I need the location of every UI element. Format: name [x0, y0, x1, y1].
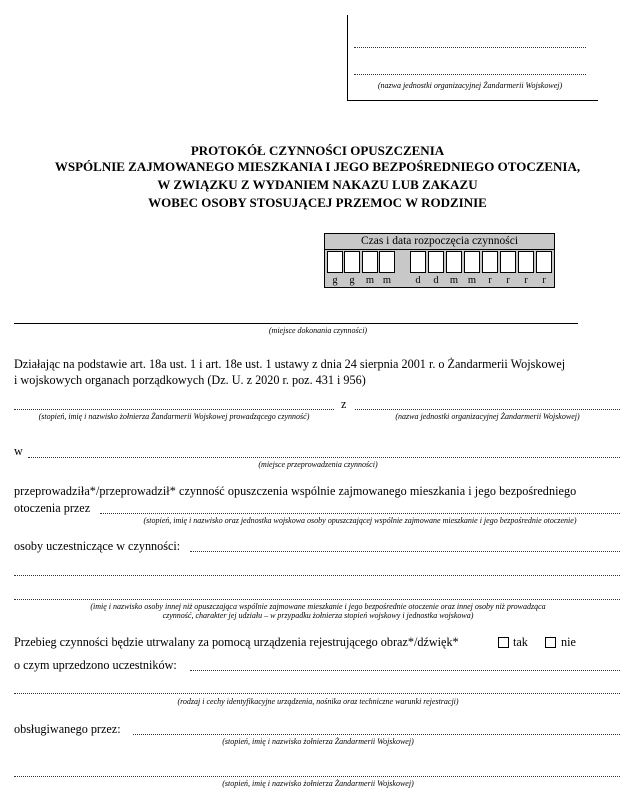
z-label: z	[341, 397, 347, 411]
participants-field-3[interactable]	[14, 599, 620, 600]
datetime-cell-y1[interactable]	[482, 251, 498, 273]
datetime-label: r	[506, 275, 510, 286]
operator-caption-1: (stopień, imię i nazwisko żołnierza Żandarmerii Wojskowej)	[222, 737, 414, 746]
device-caption: (rodzaj i cechy identyfikacyjne urządzenia, nośnika oraz techniczne warunki rejestracji)	[177, 697, 459, 706]
datetime-label: m	[467, 275, 477, 286]
datetime-label: r	[542, 275, 546, 286]
datetime-cell-y2[interactable]	[500, 251, 516, 273]
participants-field-2[interactable]	[14, 575, 620, 576]
datetime-cell-m2[interactable]	[379, 251, 395, 273]
datetime-label: g	[349, 275, 355, 286]
datetime-cell-d2[interactable]	[428, 251, 444, 273]
datetime-cell-y3[interactable]	[518, 251, 534, 273]
operator-field-1[interactable]	[133, 734, 620, 735]
unit-name-field-1[interactable]	[354, 47, 586, 48]
title-line-3: W ZWIĄZKU Z WYDANIEM NAKAZU LUB ZAKAZU	[157, 177, 478, 192]
legal-basis-line-2: i wojskowych organach porządkowych (Dz. U. z 2020 r. poz. 431 i 956)	[14, 373, 366, 387]
datetime-label: r	[524, 275, 528, 286]
legal-basis-line-1: Działając na podstawie art. 18a ust. 1 i art. 18e ust. 1 ustawy z dnia 24 sierpnia 2001 r. o Żandarmerii Wojskowej	[14, 357, 566, 371]
recording-no-checkbox[interactable]	[545, 637, 556, 648]
title-line-1: PROTOKÓŁ CZYNNOŚCI OPUSZCZENIA	[190, 143, 445, 158]
datetime-cell-mo1[interactable]	[446, 251, 462, 273]
participants-caption-2: czynność, charakter jej udziału – w przypadku żołnierza stopień wojskowy i jednostka wojskowa)	[162, 611, 474, 620]
location-caption: (miejsce przeprowadzenia czynności)	[258, 460, 378, 469]
person-field[interactable]	[100, 513, 620, 514]
recording-label: Przebieg czynności będzie utrwalany za pomocą urządzenia rejestrującego obraz*/dźwięk*	[14, 635, 459, 649]
recording-yes-label: tak	[513, 635, 528, 649]
person-caption: (stopień, imię i nazwisko oraz jednostka wojskowa osoby opuszczającej wspólnie zajmowane mieszkanie i jego bezpośrednie otoczenie)	[143, 516, 577, 525]
participants-field-1[interactable]	[190, 551, 620, 552]
participants-caption-1: (imię i nazwisko osoby innej niż opuszczająca wspólnie zajmowane mieszkanie i jego bezpośrednie otoczenie oraz innej osoby niż prowadząca	[90, 602, 546, 611]
unit-field[interactable]	[355, 409, 620, 410]
place-caption: (miejsce dokonania czynności)	[268, 326, 368, 335]
soldier-field[interactable]	[14, 409, 334, 410]
datetime-cell-g2[interactable]	[344, 251, 360, 273]
notified-label: o czym uprzedzono uczestników:	[14, 658, 177, 672]
operator-field-2[interactable]	[14, 776, 620, 777]
datetime-label: m	[449, 275, 459, 286]
datetime-label: r	[488, 275, 492, 286]
unit-name-caption: (nazwa jednostki organizacyjnej Żandarmerii Wojskowej)	[377, 81, 563, 90]
datetime-cell-d1[interactable]	[410, 251, 426, 273]
place-field[interactable]	[14, 323, 578, 324]
unit-name-field-2[interactable]	[354, 74, 586, 75]
participants-label: osoby uczestniczące w czynności:	[14, 539, 181, 553]
datetime-label: m	[365, 275, 375, 286]
datetime-label: m	[382, 275, 392, 286]
surroundings-by-label: otoczenia przez	[14, 501, 91, 515]
operator-caption-2: (stopień, imię i nazwisko żołnierza Żandarmerii Wojskowej)	[222, 779, 414, 788]
datetime-cell-y4[interactable]	[536, 251, 552, 273]
title-line-2: WSPÓLNIE ZAJMOWANEGO MIESZKANIA I JEGO BEZPOŚREDNIEGO OTOCZENIA,	[54, 159, 581, 174]
notified-field-2[interactable]	[14, 693, 620, 694]
datetime-label: g	[332, 275, 338, 286]
soldier-caption: (stopień, imię i nazwisko żołnierza Żandarmerii Wojskowej prowadzącego czynność)	[38, 412, 310, 421]
title-line-4: WOBEC OSOBY STOSUJĄCEJ PRZEMOC W RODZINIE	[148, 195, 487, 210]
datetime-cell-g1[interactable]	[327, 251, 343, 273]
datetime-label: d	[415, 275, 421, 286]
notified-field-1[interactable]	[190, 670, 620, 671]
recording-yes-checkbox[interactable]	[498, 637, 509, 648]
w-label: w	[14, 444, 23, 458]
datetime-cell-mo2[interactable]	[464, 251, 480, 273]
recording-no-label: nie	[561, 635, 576, 649]
datetime-label: d	[433, 275, 439, 286]
conducted-line: przeprowadziła*/przeprowadził* czynność opuszczenia wspólnie zajmowanego mieszkania i jego bezpośredniego	[14, 484, 577, 498]
datetime-cell-m1[interactable]	[362, 251, 378, 273]
operated-label: obsługiwanego przez:	[14, 722, 121, 736]
location-field[interactable]	[28, 457, 620, 458]
datetime-header: Czas i data rozpoczęcia czynności	[324, 234, 555, 250]
unit-caption: (nazwa jednostki organizacyjnej Żandarmerii Wojskowej)	[395, 412, 580, 421]
